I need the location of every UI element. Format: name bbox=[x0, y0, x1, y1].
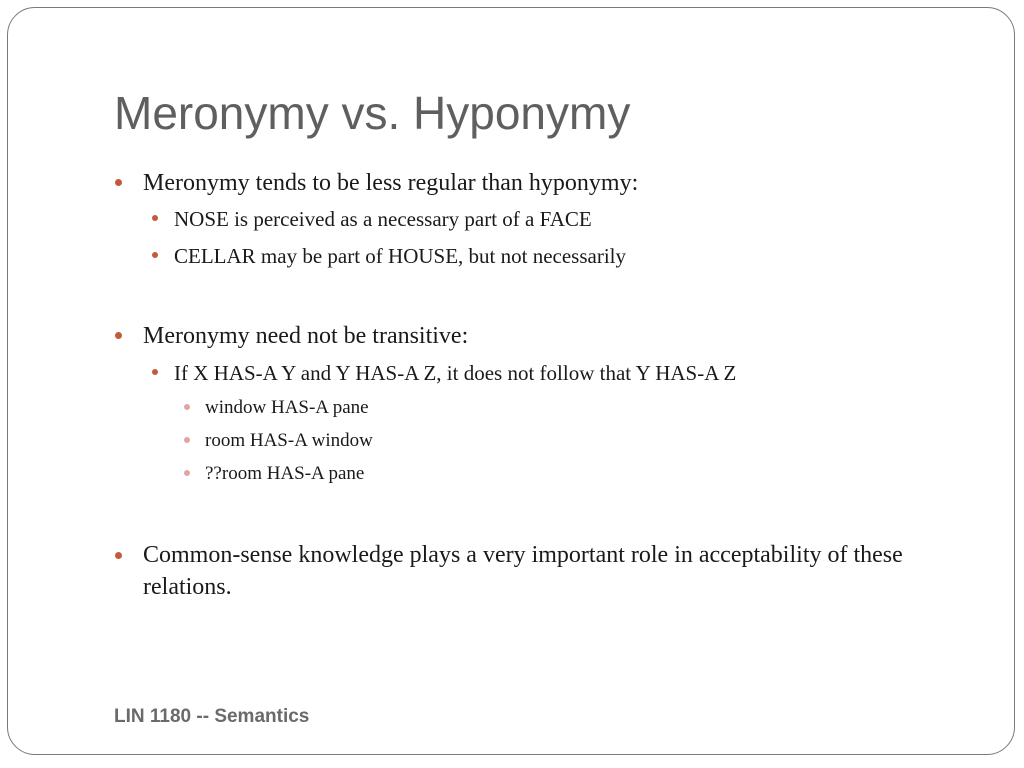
bullet-dot-icon bbox=[184, 404, 190, 410]
bullet-dot-icon bbox=[115, 552, 122, 559]
bullet-dot-icon bbox=[152, 369, 158, 375]
bullet-text: window HAS-A pane bbox=[205, 397, 369, 418]
bullet-text: ??room HAS-A pane bbox=[205, 463, 365, 484]
bullet-text: Meronymy need not be transitive: bbox=[143, 323, 469, 349]
bullet-text: NOSE is perceived as a necessary part of a FACE bbox=[174, 207, 592, 231]
bullet-dot-icon bbox=[115, 332, 122, 339]
bullet-item-level2 bbox=[174, 207, 592, 232]
bullet-text: If X HAS-A Y and Y HAS-A Z, it does not follow that Y HAS-A Z bbox=[174, 361, 737, 385]
bullet-dot-icon bbox=[115, 179, 122, 186]
bullet-text: room HAS-A window bbox=[205, 430, 373, 451]
bullet-item-level2 bbox=[174, 244, 626, 269]
bullet-item-level1 bbox=[143, 323, 468, 350]
bullet-item-level3 bbox=[205, 397, 369, 419]
bullet-dot-icon bbox=[184, 470, 190, 476]
bullet-dot-icon bbox=[152, 215, 158, 221]
bullet-dot-icon bbox=[152, 252, 158, 258]
bullet-item-level2 bbox=[174, 361, 736, 386]
bullet-item-level3 bbox=[205, 463, 364, 485]
bullet-dot-icon bbox=[184, 437, 190, 443]
slide-title: Meronymy vs. Hyponymy bbox=[114, 87, 631, 139]
bullet-text: Meronymy tends to be less regular than hyponymy: bbox=[143, 170, 639, 196]
bullet-item-level3 bbox=[205, 430, 373, 452]
bullet-item-level1 bbox=[143, 539, 943, 603]
bullet-item-level1 bbox=[143, 170, 638, 197]
bullet-text: CELLAR may be part of HOUSE, but not necessarily bbox=[174, 244, 626, 268]
slide-footer: LIN 1180 -- Semantics bbox=[114, 706, 310, 727]
bullet-text: Common-sense knowledge plays a very important role in acceptability of these relations. bbox=[143, 542, 903, 600]
